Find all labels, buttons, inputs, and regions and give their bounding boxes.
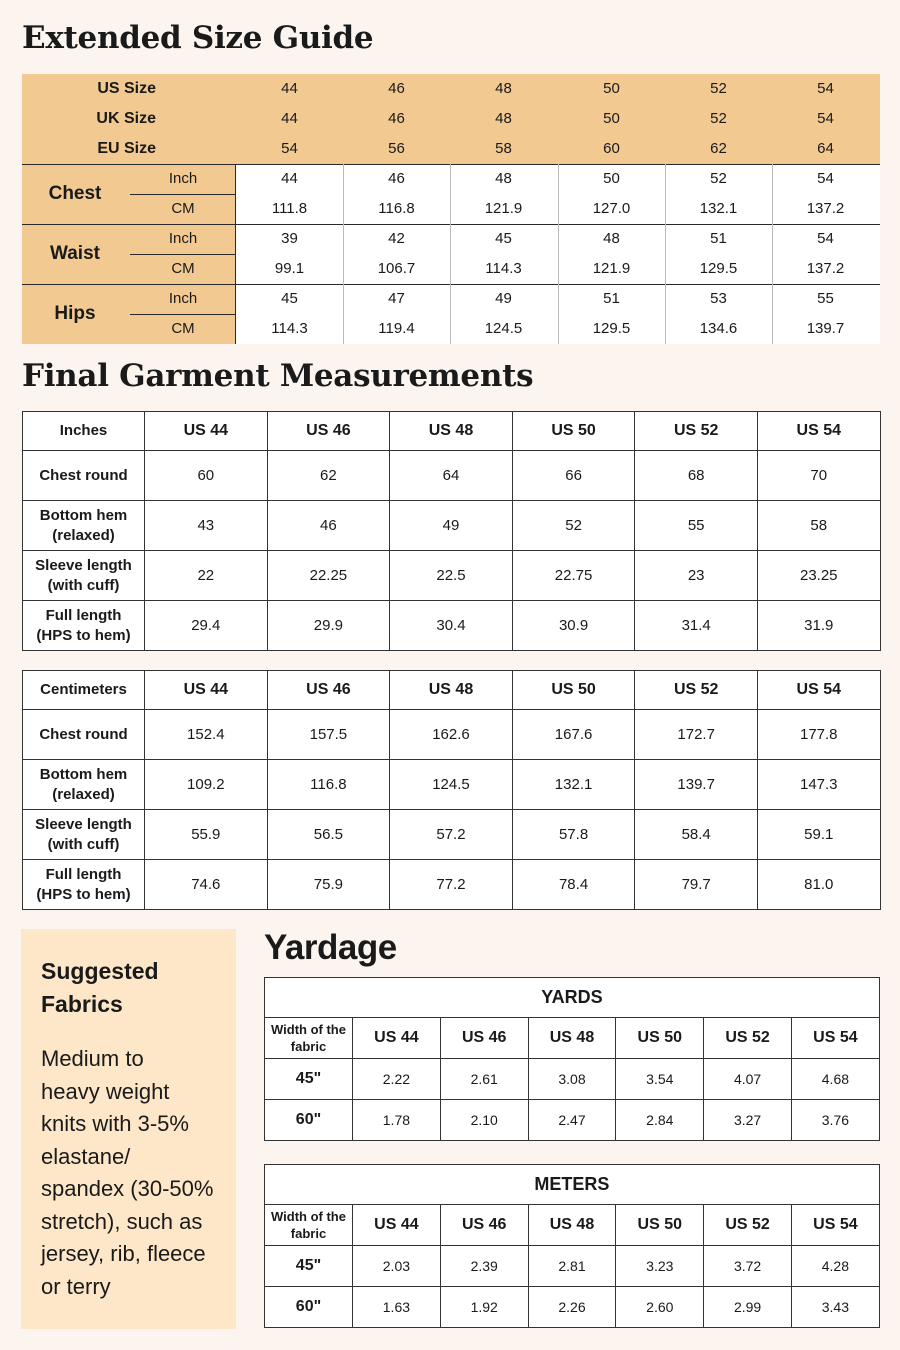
table-row bbox=[23, 710, 881, 760]
column-divider bbox=[343, 164, 344, 344]
row-label-line2: (HPS to hem) bbox=[36, 626, 131, 644]
measurement-cell: 22.25 bbox=[267, 551, 390, 601]
yardage-cell: 2.26 bbox=[528, 1287, 616, 1328]
measurement-cell: 157.5 bbox=[267, 710, 390, 760]
size-column-header: US 52 bbox=[704, 1205, 792, 1246]
size-column-header: US 48 bbox=[528, 1205, 616, 1246]
size-column-header: US 54 bbox=[757, 412, 880, 451]
measure-value: 51 bbox=[710, 230, 727, 247]
yardage-title: Yardage bbox=[264, 928, 397, 967]
measure-name: Hips bbox=[54, 303, 96, 324]
measure-unit: CM bbox=[171, 260, 195, 277]
yardage-cell: 2.81 bbox=[528, 1246, 616, 1287]
fabrics-description bbox=[41, 1043, 216, 1303]
measure-value: 54 bbox=[817, 230, 834, 247]
size-column-header: US 52 bbox=[635, 412, 758, 451]
measurement-cell: 58 bbox=[757, 501, 880, 551]
yardage-yards-table bbox=[264, 977, 880, 1141]
measurement-cell: 152.4 bbox=[145, 710, 268, 760]
yardage-cell: 4.68 bbox=[791, 1059, 879, 1100]
row-label-line1: Chest round bbox=[39, 466, 128, 484]
yardage-cell: 4.28 bbox=[791, 1246, 879, 1287]
size-column-header: US 46 bbox=[267, 412, 390, 451]
unit-divider bbox=[130, 194, 236, 195]
measure-value: 47 bbox=[388, 290, 405, 307]
size-column-header: US 46 bbox=[440, 1018, 528, 1059]
column-divider bbox=[772, 164, 773, 344]
row-label bbox=[23, 451, 145, 501]
size-column-header: US 52 bbox=[704, 1018, 792, 1059]
size-header-label: EU Size bbox=[97, 140, 156, 157]
fabrics-title-line1: Suggested bbox=[41, 958, 159, 984]
garment-cm-table bbox=[22, 670, 881, 910]
row-label bbox=[23, 551, 145, 601]
row-label-line2: (relaxed) bbox=[52, 785, 115, 803]
width-label-line1: Width of the bbox=[271, 1209, 346, 1224]
measure-value: 114.3 bbox=[485, 260, 522, 277]
yardage-cell: 2.60 bbox=[616, 1287, 704, 1328]
measure-value: 114.3 bbox=[271, 320, 308, 337]
header-row bbox=[23, 412, 881, 451]
measurement-cell: 52 bbox=[512, 501, 635, 551]
row-label bbox=[23, 810, 145, 860]
suggested-fabrics-box bbox=[21, 929, 236, 1329]
body-left-border bbox=[235, 164, 236, 344]
yardage-cell: 3.43 bbox=[791, 1287, 879, 1328]
size-header-value: 46 bbox=[388, 80, 405, 97]
row-label-line1: Full length bbox=[45, 865, 122, 883]
measure-value: 119.4 bbox=[378, 320, 415, 337]
group-divider bbox=[22, 284, 880, 285]
measure-value: 137.2 bbox=[806, 200, 845, 217]
row-label-line1: Chest round bbox=[39, 725, 128, 743]
measurement-cell: 43 bbox=[145, 501, 268, 551]
size-column-header: US 48 bbox=[528, 1018, 616, 1059]
measurement-cell: 139.7 bbox=[635, 760, 758, 810]
measurement-cell: 62 bbox=[267, 451, 390, 501]
yardage-cell: 1.63 bbox=[353, 1287, 441, 1328]
size-header-value: 44 bbox=[281, 110, 298, 127]
measurement-cell: 58.4 bbox=[635, 810, 758, 860]
size-column-header: US 44 bbox=[145, 671, 268, 710]
measurement-cell: 116.8 bbox=[267, 760, 390, 810]
size-header-value: 46 bbox=[388, 110, 405, 127]
corner-cell: Inches bbox=[23, 412, 145, 451]
measurement-cell: 81.0 bbox=[757, 860, 880, 910]
measure-value: 44 bbox=[281, 170, 298, 187]
measure-unit: Inch bbox=[168, 170, 198, 187]
measurement-cell: 29.9 bbox=[267, 601, 390, 651]
group-divider bbox=[22, 224, 880, 225]
yardage-row bbox=[265, 1100, 880, 1141]
measure-name: Waist bbox=[50, 243, 100, 264]
measurement-cell: 46 bbox=[267, 501, 390, 551]
yardage-cell: 1.78 bbox=[353, 1100, 441, 1141]
unit-divider bbox=[130, 254, 236, 255]
measurement-cell: 132.1 bbox=[512, 760, 635, 810]
size-header-value: 60 bbox=[603, 140, 620, 157]
measure-value: 124.5 bbox=[484, 320, 523, 337]
size-column-header: US 52 bbox=[635, 671, 758, 710]
fabric-width-label: 45" bbox=[265, 1059, 353, 1100]
size-column-header: US 54 bbox=[757, 671, 880, 710]
fabrics-line: Medium to bbox=[41, 1046, 144, 1071]
measurement-cell: 56.5 bbox=[267, 810, 390, 860]
yardage-cell: 1.92 bbox=[440, 1287, 528, 1328]
measure-value: 50 bbox=[603, 170, 620, 187]
row-label bbox=[23, 501, 145, 551]
table-row bbox=[23, 810, 881, 860]
measure-value: 106.7 bbox=[377, 260, 416, 277]
width-label-line1: Width of the bbox=[271, 1022, 346, 1037]
measure-value: 111.8 bbox=[271, 200, 308, 217]
row-label bbox=[23, 710, 145, 760]
measure-value: 55 bbox=[817, 290, 834, 307]
measurement-cell: 22.75 bbox=[512, 551, 635, 601]
size-column-header: US 50 bbox=[616, 1018, 704, 1059]
size-column-header: US 50 bbox=[616, 1205, 704, 1246]
size-column-header: US 46 bbox=[267, 671, 390, 710]
unit-divider bbox=[130, 314, 236, 315]
yardage-cell: 2.61 bbox=[440, 1059, 528, 1100]
measure-value: 99.1 bbox=[274, 260, 305, 277]
measure-value: 139.7 bbox=[806, 320, 845, 337]
garment-title: Final Garment Measurements bbox=[22, 358, 534, 394]
size-column-header: US 48 bbox=[390, 412, 513, 451]
measurement-cell: 109.2 bbox=[145, 760, 268, 810]
fabrics-title-line2: Fabrics bbox=[41, 991, 123, 1017]
measurement-cell: 75.9 bbox=[267, 860, 390, 910]
measurement-cell: 66 bbox=[512, 451, 635, 501]
measurement-cell: 177.8 bbox=[757, 710, 880, 760]
measure-unit: Inch bbox=[168, 290, 198, 307]
measurement-cell: 74.6 bbox=[145, 860, 268, 910]
row-label bbox=[23, 860, 145, 910]
measure-value: 46 bbox=[388, 170, 405, 187]
column-divider bbox=[558, 164, 559, 344]
fabric-width-label: 60" bbox=[265, 1287, 353, 1328]
measure-value: 39 bbox=[281, 230, 298, 247]
measurement-cell: 23 bbox=[635, 551, 758, 601]
yardage-cell: 2.99 bbox=[704, 1287, 792, 1328]
measure-value: 121.9 bbox=[592, 260, 631, 277]
column-divider bbox=[450, 164, 451, 344]
table-row bbox=[23, 551, 881, 601]
yardage-cell: 3.23 bbox=[616, 1246, 704, 1287]
size-column-header: US 54 bbox=[791, 1018, 879, 1059]
size-header-value: 52 bbox=[710, 110, 727, 127]
table-row bbox=[23, 760, 881, 810]
group-divider bbox=[22, 164, 880, 165]
size-column-header: US 46 bbox=[440, 1205, 528, 1246]
measurement-cell: 70 bbox=[757, 451, 880, 501]
fabrics-line: knits with 3-5% bbox=[41, 1111, 189, 1136]
measure-value: 52 bbox=[710, 170, 727, 187]
row-label-line1: Sleeve length bbox=[35, 815, 132, 833]
measurement-cell: 29.4 bbox=[145, 601, 268, 651]
size-guide-title: Extended Size Guide bbox=[22, 20, 374, 56]
measure-value: 132.1 bbox=[699, 200, 738, 217]
yardage-cell: 2.84 bbox=[616, 1100, 704, 1141]
size-header-value: 54 bbox=[817, 80, 834, 97]
size-header-value: 62 bbox=[710, 140, 727, 157]
table-row bbox=[23, 601, 881, 651]
measure-value: 49 bbox=[495, 290, 512, 307]
measurement-cell: 79.7 bbox=[635, 860, 758, 910]
yardage-cell: 3.27 bbox=[704, 1100, 792, 1141]
yardage-meters-table bbox=[264, 1164, 880, 1328]
measure-unit: Inch bbox=[168, 230, 198, 247]
yardage-caption: YARDS bbox=[265, 978, 880, 1018]
row-label-line1: Full length bbox=[45, 606, 122, 624]
measurement-cell: 55 bbox=[635, 501, 758, 551]
yardage-cell: 2.10 bbox=[440, 1100, 528, 1141]
measure-value: 127.0 bbox=[592, 200, 631, 217]
yardage-caption: METERS bbox=[265, 1165, 880, 1205]
yardage-row bbox=[265, 1246, 880, 1287]
yardage-cell: 4.07 bbox=[704, 1059, 792, 1100]
row-label bbox=[23, 601, 145, 651]
row-label-line1: Bottom hem bbox=[39, 765, 128, 783]
size-header-value: 52 bbox=[710, 80, 727, 97]
yardage-cell: 2.03 bbox=[353, 1246, 441, 1287]
measure-value: 45 bbox=[495, 230, 512, 247]
garment-inches-table bbox=[22, 411, 881, 651]
measurement-cell: 31.9 bbox=[757, 601, 880, 651]
measure-unit: CM bbox=[171, 320, 195, 337]
measurement-cell: 78.4 bbox=[512, 860, 635, 910]
yardage-cell: 3.72 bbox=[704, 1246, 792, 1287]
table-row bbox=[23, 501, 881, 551]
header-row bbox=[265, 1205, 880, 1246]
measurement-cell: 60 bbox=[145, 451, 268, 501]
yardage-row bbox=[265, 1287, 880, 1328]
measure-value: 53 bbox=[710, 290, 727, 307]
yardage-cell: 3.08 bbox=[528, 1059, 616, 1100]
fabrics-line: heavy weight bbox=[41, 1078, 170, 1104]
size-guide-table bbox=[22, 74, 880, 344]
measurement-cell: 22 bbox=[145, 551, 268, 601]
measure-value: 121.9 bbox=[484, 200, 523, 217]
yardage-cell: 3.54 bbox=[616, 1059, 704, 1100]
row-label-line2: (with cuff) bbox=[47, 835, 120, 853]
measurement-cell: 23.25 bbox=[757, 551, 880, 601]
measurement-cell: 22.5 bbox=[390, 551, 513, 601]
fabrics-line: stretch), such as bbox=[41, 1208, 203, 1234]
measurement-cell: 167.6 bbox=[512, 710, 635, 760]
row-label-line2: (relaxed) bbox=[52, 526, 115, 544]
width-of-fabric-label bbox=[265, 1018, 353, 1059]
size-header-label: US Size bbox=[97, 80, 156, 97]
caption-row bbox=[265, 1165, 880, 1205]
measure-value: 134.6 bbox=[699, 320, 738, 337]
measurement-cell: 172.7 bbox=[635, 710, 758, 760]
measurement-cell: 77.2 bbox=[390, 860, 513, 910]
row-label-line1: Bottom hem bbox=[39, 506, 128, 524]
size-header-value: 58 bbox=[495, 140, 512, 157]
measurement-cell: 30.4 bbox=[390, 601, 513, 651]
size-header-value: 54 bbox=[281, 140, 298, 157]
size-column-header: US 44 bbox=[145, 412, 268, 451]
fabric-width-label: 60" bbox=[265, 1100, 353, 1141]
size-column-header: US 44 bbox=[353, 1018, 441, 1059]
size-header-value: 48 bbox=[495, 110, 512, 127]
measurement-cell: 124.5 bbox=[390, 760, 513, 810]
measurement-cell: 57.2 bbox=[390, 810, 513, 860]
table-row bbox=[23, 451, 881, 501]
measure-value: 48 bbox=[495, 170, 512, 187]
size-header-value: 54 bbox=[817, 110, 834, 127]
measure-value: 42 bbox=[388, 230, 405, 247]
yardage-cell: 2.22 bbox=[353, 1059, 441, 1100]
size-header-value: 50 bbox=[603, 80, 620, 97]
header-row bbox=[23, 671, 881, 710]
fabrics-line: jersey, rib, fleece bbox=[41, 1241, 206, 1266]
caption-row bbox=[265, 978, 880, 1018]
measurement-cell: 30.9 bbox=[512, 601, 635, 651]
yardage-cell: 3.76 bbox=[791, 1100, 879, 1141]
size-header-value: 56 bbox=[388, 140, 405, 157]
measure-value: 129.5 bbox=[592, 320, 631, 337]
column-divider bbox=[665, 164, 666, 344]
width-label-line2: fabric bbox=[290, 1226, 327, 1241]
measurement-cell: 64 bbox=[390, 451, 513, 501]
measurement-cell: 55.9 bbox=[145, 810, 268, 860]
measurement-cell: 49 bbox=[390, 501, 513, 551]
size-column-header: US 44 bbox=[353, 1205, 441, 1246]
header-row bbox=[265, 1018, 880, 1059]
yardage-row bbox=[265, 1059, 880, 1100]
size-header-label: UK Size bbox=[96, 110, 156, 127]
fabrics-line: elastane/ bbox=[41, 1143, 131, 1169]
fabrics-line: spandex (30-50% bbox=[41, 1176, 214, 1201]
size-column-header: US 50 bbox=[512, 671, 635, 710]
measure-value: 54 bbox=[817, 170, 834, 187]
measurement-cell: 147.3 bbox=[757, 760, 880, 810]
measurement-cell: 68 bbox=[635, 451, 758, 501]
size-header-value: 44 bbox=[281, 80, 298, 97]
measurement-cell: 59.1 bbox=[757, 810, 880, 860]
row-label-line2: (HPS to hem) bbox=[36, 885, 131, 903]
corner-cell: Centimeters bbox=[23, 671, 145, 710]
size-column-header: US 54 bbox=[791, 1205, 879, 1246]
width-label-line2: fabric bbox=[290, 1039, 327, 1054]
measure-unit: CM bbox=[171, 200, 195, 217]
measurement-cell: 162.6 bbox=[390, 710, 513, 760]
measure-value: 45 bbox=[281, 290, 298, 307]
yardage-cell: 2.47 bbox=[528, 1100, 616, 1141]
yardage-cell: 2.39 bbox=[440, 1246, 528, 1287]
measure-value: 116.8 bbox=[378, 200, 415, 217]
row-label bbox=[23, 760, 145, 810]
fabrics-line: or terry bbox=[41, 1273, 111, 1299]
size-header-value: 50 bbox=[603, 110, 620, 127]
measure-value: 129.5 bbox=[699, 260, 738, 277]
measure-name: Chest bbox=[48, 183, 102, 204]
size-header-value: 64 bbox=[817, 140, 834, 157]
measurement-cell: 31.4 bbox=[635, 601, 758, 651]
table-row bbox=[23, 860, 881, 910]
measurement-cell: 57.8 bbox=[512, 810, 635, 860]
measure-value: 51 bbox=[603, 290, 620, 307]
width-of-fabric-label bbox=[265, 1205, 353, 1246]
size-column-header: US 48 bbox=[390, 671, 513, 710]
measure-value: 137.2 bbox=[806, 260, 845, 277]
measure-value: 48 bbox=[603, 230, 620, 247]
fabric-width-label: 45" bbox=[265, 1246, 353, 1287]
row-label-line2: (with cuff) bbox=[47, 576, 120, 594]
size-column-header: US 50 bbox=[512, 412, 635, 451]
row-label-line1: Sleeve length bbox=[35, 556, 132, 574]
size-header-value: 48 bbox=[495, 80, 512, 97]
